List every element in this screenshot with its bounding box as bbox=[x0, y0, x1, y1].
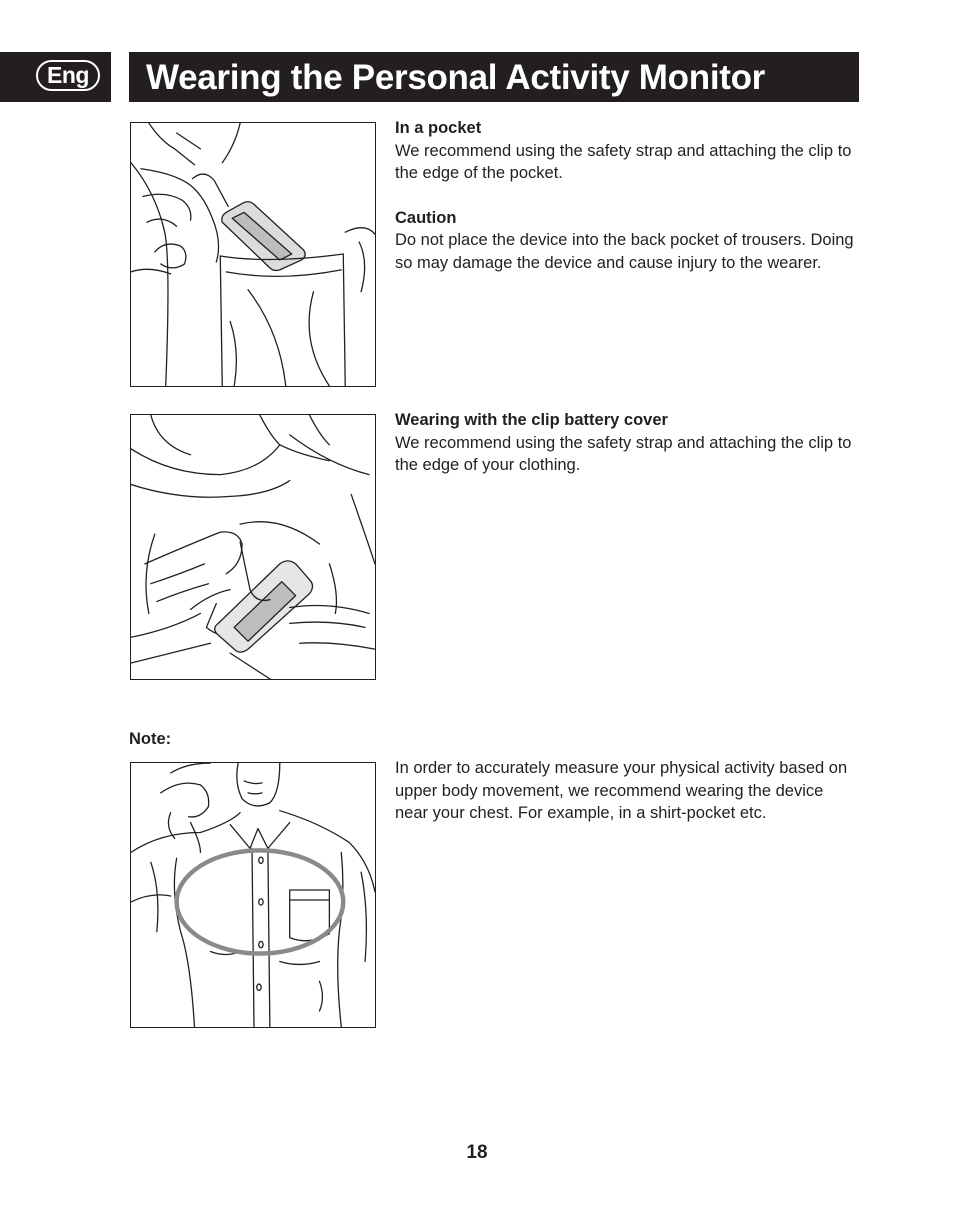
page-title: Wearing the Personal Activity Monitor bbox=[146, 58, 766, 97]
page-number: 18 bbox=[466, 1142, 488, 1163]
caution-body: Do not place the device into the back pocket of trousers. Doing so may damage the device and cause injury to the wearer. bbox=[395, 231, 854, 272]
chest-illustration bbox=[130, 762, 376, 1028]
highlight-circle bbox=[177, 850, 344, 953]
section-body: We recommend using the safety strap and attaching the clip to the edge of your clothing. bbox=[395, 433, 852, 474]
title-bar bbox=[129, 52, 859, 102]
section-heading: Wearing with the clip battery cover bbox=[395, 411, 668, 429]
caution-heading: Caution bbox=[395, 208, 457, 227]
note-text bbox=[395, 757, 857, 825]
note-body: In order to accurately measure your physical activity based on upper body movement, we recommend wearing the device near your chest. For example, in a shirt-pocket etc. bbox=[395, 759, 848, 822]
clip-illustration bbox=[130, 414, 376, 680]
pocket-instructions bbox=[395, 117, 857, 274]
section-body: We recommend using the safety strap and attaching the clip to the edge of the pocket. bbox=[395, 141, 852, 182]
pocket-illustration bbox=[130, 122, 376, 387]
section-heading: In a pocket bbox=[395, 119, 482, 137]
language-label: Eng bbox=[36, 60, 100, 91]
language-tab bbox=[0, 52, 111, 102]
note-label: Note: bbox=[129, 730, 172, 748]
clip-instructions bbox=[395, 409, 857, 477]
